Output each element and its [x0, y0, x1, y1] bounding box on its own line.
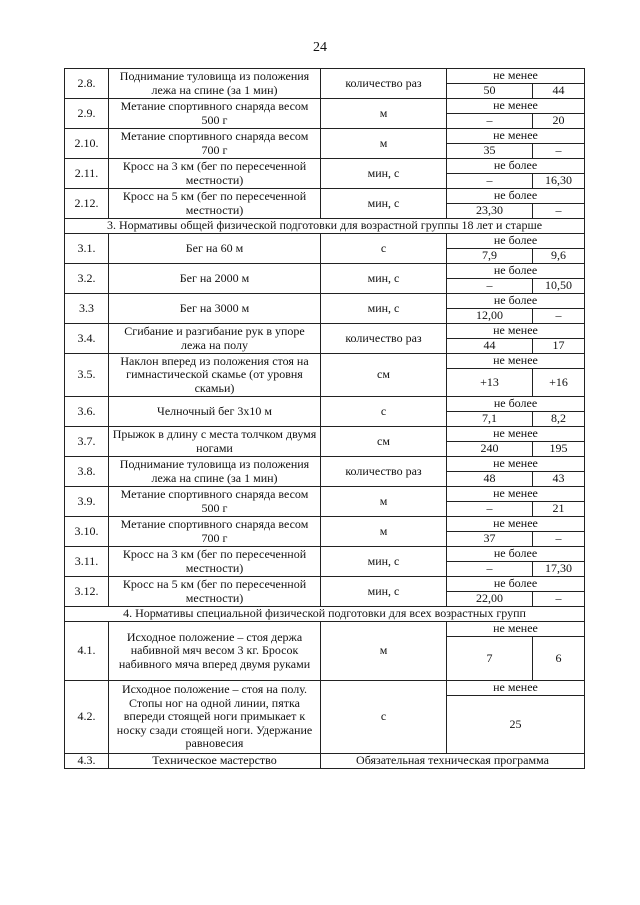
value-male: –	[447, 114, 533, 129]
row-number: 3.7.	[65, 427, 109, 457]
unit-cell: с	[321, 681, 447, 754]
unit-cell: мин, с	[321, 159, 447, 189]
value-male: +13	[447, 369, 533, 397]
value-male: 23,30	[447, 204, 533, 219]
unit-cell: мин, с	[321, 264, 447, 294]
condition-cell: не менее	[447, 354, 585, 369]
exercise-name: Бег на 3000 м	[109, 294, 321, 324]
row-number: 3.9.	[65, 487, 109, 517]
exercise-name: Наклон вперед из положения стоя на гимнастической скамье (от уровня скамьи)	[109, 354, 321, 397]
unit-cell: см	[321, 354, 447, 397]
value-female: 8,2	[533, 412, 585, 427]
value-female: 16,30	[533, 174, 585, 189]
exercise-name: Кросс на 5 км (бег по пересеченной местности)	[109, 189, 321, 219]
exercise-name: Метание спортивного снаряда весом 500 г	[109, 487, 321, 517]
row-number: 2.12.	[65, 189, 109, 219]
row-number: 3.8.	[65, 457, 109, 487]
unit-cell: м	[321, 517, 447, 547]
condition-cell: не более	[447, 264, 585, 279]
condition-cell: не более	[447, 159, 585, 174]
value-female: 17	[533, 339, 585, 354]
value-female: 44	[533, 84, 585, 99]
exercise-name: Кросс на 3 км (бег по пересеченной местности)	[109, 547, 321, 577]
row-number: 3.4.	[65, 324, 109, 354]
value-male: 50	[447, 84, 533, 99]
value-male: 22,00	[447, 592, 533, 607]
value-male: 7,1	[447, 412, 533, 427]
value-female: –	[533, 309, 585, 324]
value-female: –	[533, 144, 585, 159]
value-male: –	[447, 562, 533, 577]
unit-cell: мин, с	[321, 547, 447, 577]
value-male: 240	[447, 442, 533, 457]
condition-cell: не менее	[447, 681, 585, 696]
condition-cell: не менее	[447, 324, 585, 339]
row-number: 3.3	[65, 294, 109, 324]
value-female: 43	[533, 472, 585, 487]
page-number: 24	[313, 40, 327, 55]
exercise-name: Исходное положение – стоя держа набивной мяч весом 3 кг. Бросок набивного мяча вперед двумя руками	[109, 622, 321, 681]
exercise-name: Сгибание и разгибание рук в упоре лежа на полу	[109, 324, 321, 354]
unit-cell: см	[321, 427, 447, 457]
unit-cell: количество раз	[321, 69, 447, 99]
value-male: 37	[447, 532, 533, 547]
unit-cell: мин, с	[321, 577, 447, 607]
value-male: –	[447, 502, 533, 517]
row-number: 3.6.	[65, 397, 109, 427]
unit-cell: м	[321, 487, 447, 517]
unit-cell: м	[321, 622, 447, 681]
row-number: 3.5.	[65, 354, 109, 397]
row-number: 2.9.	[65, 99, 109, 129]
value-male: –	[447, 174, 533, 189]
condition-cell: не менее	[447, 69, 585, 84]
condition-cell: не более	[447, 189, 585, 204]
exercise-name: Метание спортивного снаряда весом 500 г	[109, 99, 321, 129]
unit-cell: мин, с	[321, 294, 447, 324]
exercise-name: Кросс на 5 км (бег по пересеченной местности)	[109, 577, 321, 607]
condition-cell: не менее	[447, 487, 585, 502]
row-number: 2.11.	[65, 159, 109, 189]
value-male: 44	[447, 339, 533, 354]
row-number: 3.1.	[65, 234, 109, 264]
condition-cell: не менее	[447, 622, 585, 637]
exercise-name: Кросс на 3 км (бег по пересеченной местности)	[109, 159, 321, 189]
condition-cell: не более	[447, 547, 585, 562]
norms-table	[64, 68, 585, 769]
unit-cell: с	[321, 397, 447, 427]
exercise-name: Исходное положение – стоя на полу. Стопы ног на одной линии, пятка впереди стоящей ноги примыкает к носку сзади стоящей ноги. Удержание равновесия	[109, 681, 321, 754]
section-heading: 3. Нормативы общей физической подготовки для возрастной группы 18 лет и старше	[65, 219, 585, 234]
unit-cell: мин, с	[321, 189, 447, 219]
value-male: –	[447, 279, 533, 294]
condition-cell: не более	[447, 294, 585, 309]
row-number: 4.2.	[65, 681, 109, 754]
value-male: 48	[447, 472, 533, 487]
row-number: 3.10.	[65, 517, 109, 547]
value-female: –	[533, 532, 585, 547]
program-cell: Обязательная техническая программа	[321, 754, 585, 769]
value-all: 25	[447, 696, 585, 754]
value-female: 10,50	[533, 279, 585, 294]
unit-cell: м	[321, 129, 447, 159]
value-male: 7,9	[447, 249, 533, 264]
row-number: 2.8.	[65, 69, 109, 99]
exercise-name: Бег на 60 м	[109, 234, 321, 264]
row-number: 3.2.	[65, 264, 109, 294]
row-number: 3.11.	[65, 547, 109, 577]
condition-cell: не более	[447, 577, 585, 592]
row-number: 4.1.	[65, 622, 109, 681]
value-male: 12,00	[447, 309, 533, 324]
exercise-name: Метание спортивного снаряда весом 700 г	[109, 129, 321, 159]
exercise-name: Техническое мастерство	[109, 754, 321, 769]
condition-cell: не более	[447, 234, 585, 249]
value-female: 195	[533, 442, 585, 457]
value-female: +16	[533, 369, 585, 397]
value-female: 17,30	[533, 562, 585, 577]
section-heading: 4. Нормативы специальной физической подготовки для всех возрастных групп	[65, 607, 585, 622]
exercise-name: Метание спортивного снаряда весом 700 г	[109, 517, 321, 547]
exercise-name: Поднимание туловища из положения лежа на спине (за 1 мин)	[109, 457, 321, 487]
condition-cell: не менее	[447, 457, 585, 472]
unit-cell: м	[321, 99, 447, 129]
value-female: 6	[533, 637, 585, 681]
value-male: 7	[447, 637, 533, 681]
row-number: 4.3.	[65, 754, 109, 769]
unit-cell: количество раз	[321, 457, 447, 487]
value-female: 20	[533, 114, 585, 129]
condition-cell: не менее	[447, 517, 585, 532]
exercise-name: Челночный бег 3х10 м	[109, 397, 321, 427]
condition-cell: не более	[447, 397, 585, 412]
row-number: 2.10.	[65, 129, 109, 159]
exercise-name: Поднимание туловища из положения лежа на спине (за 1 мин)	[109, 69, 321, 99]
exercise-name: Прыжок в длину с места толчком двумя ногами	[109, 427, 321, 457]
value-female: –	[533, 592, 585, 607]
unit-cell: с	[321, 234, 447, 264]
row-number: 3.12.	[65, 577, 109, 607]
value-female: –	[533, 204, 585, 219]
condition-cell: не менее	[447, 427, 585, 442]
condition-cell: не менее	[447, 129, 585, 144]
exercise-name: Бег на 2000 м	[109, 264, 321, 294]
condition-cell: не менее	[447, 99, 585, 114]
unit-cell: количество раз	[321, 324, 447, 354]
value-male: 35	[447, 144, 533, 159]
value-female: 9,6	[533, 249, 585, 264]
value-female: 21	[533, 502, 585, 517]
